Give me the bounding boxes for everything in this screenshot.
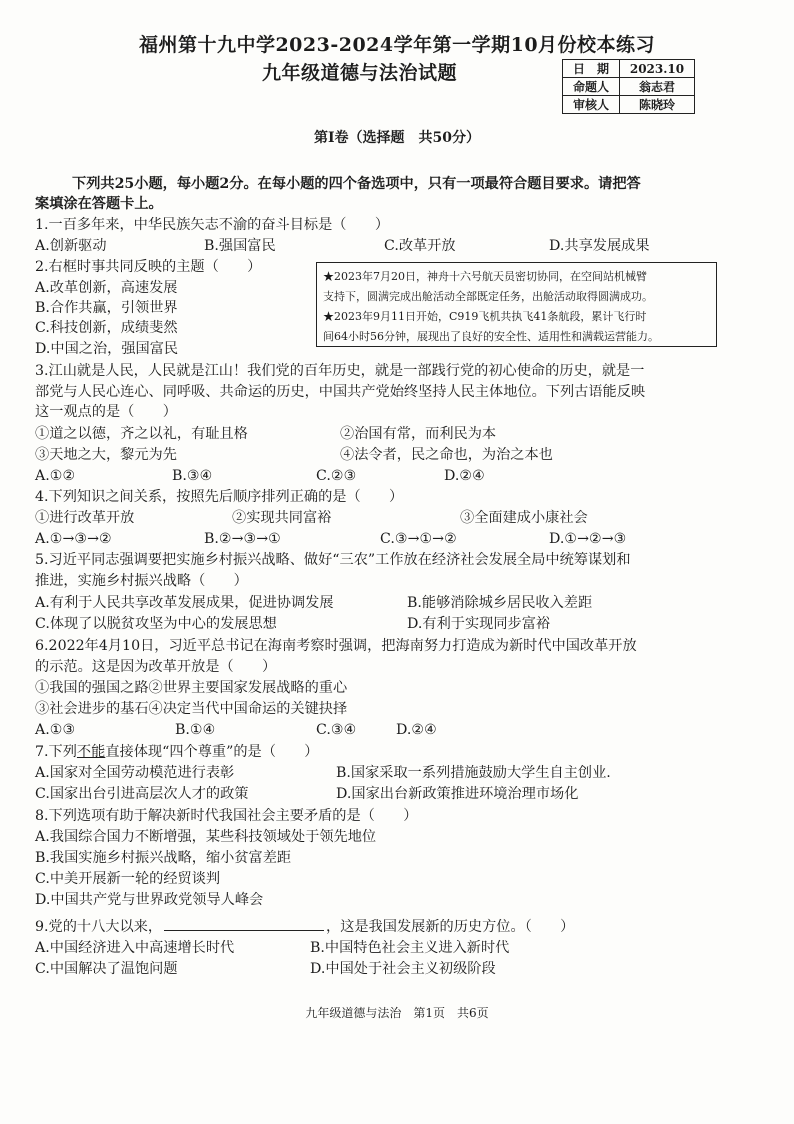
info-value: 2023.10 [620, 60, 695, 78]
q8-option-d: D.中国共产党与世界政党领导人峰会 [35, 892, 264, 908]
q3-item-2: ②治国有常，而利民为本 [340, 426, 497, 442]
q2-news-box [316, 262, 717, 347]
q9-answer-blank [164, 916, 324, 931]
q6-option-b: B.①④ [175, 722, 216, 738]
info-row-date [563, 60, 695, 78]
instructions-line-1: 下列共25小题，每小题2分。在每小题的四个备选项中，只有一项最符合题目要求。请把答 [72, 176, 641, 192]
info-value: 陈晓玲 [620, 96, 695, 114]
q2-option-a: A.改革创新，高速发展 [35, 280, 178, 296]
q9-stem-post: ，这是我国发展新的历史方位。（ ） [326, 919, 575, 935]
q7-option-b: B.国家采取一系列措施鼓励大学生自主创业. [336, 765, 611, 781]
q1-stem: 1.一百多年来，中华民族矢志不渝的奋斗目标是（ ） [35, 217, 390, 233]
q4-option-c: C.③→①→② [380, 531, 457, 547]
q6-item-1-2: ①我国的强国之路②世界主要国家发展战略的重心 [35, 680, 348, 696]
q1-option-d: D.共享发展成果 [549, 238, 650, 254]
q2-option-d: D.中国之治，强国富民 [35, 341, 179, 357]
info-row-reviewer [563, 96, 695, 114]
info-value: 翁志君 [620, 78, 695, 96]
q2-option-c: C.科技创新，成绩斐然 [35, 320, 178, 336]
q3-item-3: ③天地之大，黎元为先 [35, 447, 177, 463]
exam-info-table [562, 59, 695, 114]
q8-option-c: C.中美开展新一轮的经贸谈判 [35, 871, 221, 887]
info-label: 审核人 [563, 96, 620, 114]
q3-stem-line-3: 这一观点的是（ ） [35, 404, 177, 420]
q4-option-b: B.②→③→① [204, 531, 281, 547]
q1-option-a: A.创新驱动 [35, 238, 107, 254]
info-label: 命题人 [563, 78, 620, 96]
q2-stem: 2.右框时事共同反映的主题（ ） [35, 259, 262, 275]
q3-option-a: A.①② [35, 468, 76, 484]
q8-option-a: A.我国综合国力不断增强，某些科技领域处于领先地位 [35, 829, 377, 845]
q7-option-d: D.国家出台新政策推进环境治理市场化 [336, 786, 579, 802]
q5-stem-line-1: 5.习近平同志强调要把实施乡村振兴战略、做好“三农”工作放在经济社会发展全局中统筹谋划和 [35, 552, 631, 568]
q7-stem-pre: 7.下列 [35, 744, 77, 760]
info-label: 日 期 [563, 60, 620, 78]
q7-option-a: A.国家对全国劳动模范进行表彰 [35, 765, 235, 781]
q4-option-a: A.①→③→② [35, 531, 112, 547]
q6-option-d: D.②④ [396, 722, 437, 738]
q3-stem-line-2: 部党与人民心连心、同呼吸、共命运的历史，中国共产党始终坚持人民主体地位。下列古语能反映 [35, 384, 646, 400]
q5-option-d: D.有利于实现同步富裕 [407, 616, 551, 632]
exam-title: 福州第十九中学2023-2024学年第一学期10月份校本练习 [138, 34, 656, 56]
news-line: ★2023年7月20日，神舟十六号航天员密切协同，在空间站机械臂 [323, 270, 647, 283]
q1-option-c: C.改革开放 [384, 238, 456, 254]
q6-stem-line-2: 的示范。这是因为改革开放是（ ） [35, 659, 277, 675]
news-line: 支持下，圆满完成出舱活动全部既定任务，出舱活动取得圆满成功。 [323, 290, 653, 303]
q7-stem-emphasis: 不能 [76, 744, 106, 760]
instructions-line-2: 案填涂在答题卡上。 [35, 196, 163, 212]
q5-stem-line-2: 推进，实施乡村振兴战略（ ） [35, 573, 248, 589]
q9-option-b: B.中国特色社会主义进入新时代 [310, 940, 510, 956]
q5-option-b: B.能够消除城乡居民收入差距 [407, 595, 593, 611]
q6-option-c: C.③④ [316, 722, 357, 738]
news-line: ★2023年9月11日开始，C919飞机共执飞41条航段，累计飞行时 [323, 310, 647, 323]
q1-option-b: B.强国富民 [204, 238, 276, 254]
q7-stem [35, 742, 318, 762]
q8-stem: 8.下列选项有助于解决新时代我国社会主要矛盾的是（ ） [35, 808, 418, 824]
q9-option-a: A.中国经济进入中高速增长时代 [35, 940, 235, 956]
q6-option-a: A.①③ [35, 722, 76, 738]
q3-option-d: D.②④ [444, 468, 485, 484]
q9-option-c: C.中国解决了温饱问题 [35, 961, 178, 977]
q8-option-b: B.我国实施乡村振兴战略，缩小贫富差距 [35, 850, 292, 866]
news-line: 间64小时56分钟，展现出了良好的安全性、适用性和满载运营能力。 [323, 330, 659, 343]
q3-stem-line-1: 3.江山就是人民，人民就是江山！我们党的百年历史，就是一部践行党的初心使命的历史，就是一 [35, 363, 645, 379]
q3-option-c: C.②③ [316, 468, 357, 484]
q7-stem-post: 直接体现“四个尊重”的是（ ） [105, 744, 319, 760]
page-footer: 九年级道德与法治 第1页 共6页 [305, 1006, 489, 1020]
q4-stem: 4.下列知识之间关系，按照先后顺序排列正确的是（ ） [35, 489, 404, 505]
q9-stem-pre: 9.党的十八大以来， [35, 919, 163, 935]
q4-option-d: D.①→②→③ [549, 531, 627, 547]
section-title: 第Ⅰ卷（选择题 共50分） [313, 130, 481, 146]
q4-item-3: ③全面建成小康社会 [460, 510, 588, 526]
q3-item-1: ①道之以德，齐之以礼，有耻且格 [35, 426, 248, 442]
q5-option-a: A.有利于人民共享改革发展成果，促进协调发展 [35, 595, 334, 611]
q6-stem-line-1: 6.2022年4月10日，习近平总书记在海南考察时强调，把海南努力打造成为新时代中国改革开放 [35, 638, 637, 654]
q4-item-1: ①进行改革开放 [35, 510, 135, 526]
info-row-author [563, 78, 695, 96]
q6-item-3-4: ③社会进步的基石④决定当代中国命运的关键抉择 [35, 701, 348, 717]
q7-option-c: C.国家出台引进高层次人才的政策 [35, 786, 249, 802]
q4-item-2: ②实现共同富裕 [232, 510, 332, 526]
q2-option-b: B.合作共赢，引领世界 [35, 300, 178, 316]
q5-option-c: C.体现了以脱贫攻坚为中心的发展思想 [35, 616, 277, 632]
q9-stem [35, 916, 574, 937]
q3-item-4: ④法令者，民之命也，为治之本也 [340, 447, 553, 463]
q9-option-d: D.中国处于社会主义初级阶段 [310, 961, 496, 977]
q3-option-b: B.③④ [172, 468, 213, 484]
exam-subtitle: 九年级道德与法治试题 [262, 62, 458, 84]
